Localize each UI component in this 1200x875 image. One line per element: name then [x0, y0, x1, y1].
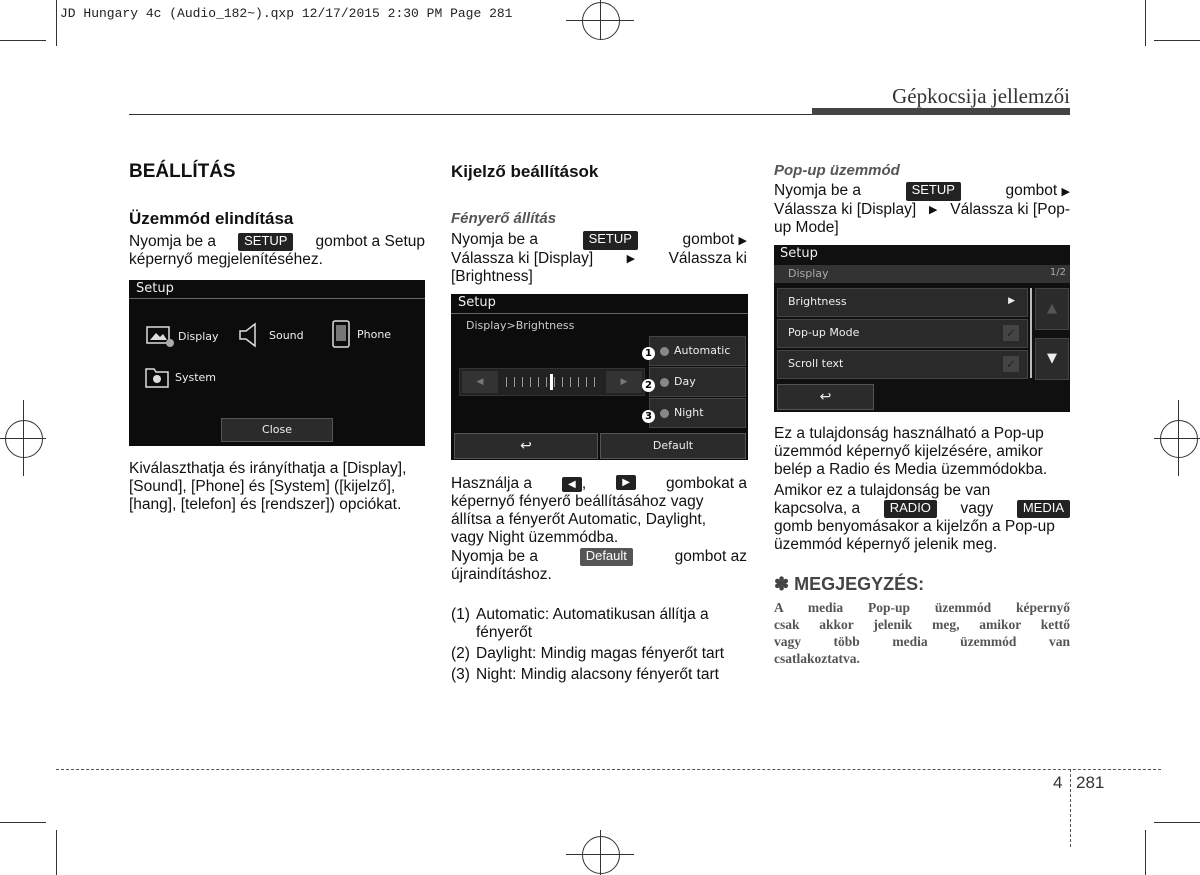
footer-divider: [1070, 769, 1071, 847]
crop-mark: [1154, 40, 1200, 41]
scroll-down-button[interactable]: [1035, 338, 1069, 380]
speaker-icon: [237, 322, 261, 348]
system-folder-icon: [145, 366, 169, 388]
crop-mark: [0, 40, 46, 41]
paragraph: Kiválaszthatja és irányíthatja a [Display], [Sound], [Phone] és [System] ([kijelző], [hang], [telefon] és [rendszer]) opciókat.: [129, 460, 407, 513]
back-button[interactable]: [777, 384, 874, 410]
radio-icon: [660, 378, 669, 387]
paragraph: Használja a ◀ , ▶ gombokat a képernyő fényerő beállításához vagy állítsa a fényerőt Automatic, Daylight, vagy Night üzemmódba.: [451, 475, 747, 546]
registration-mark: [1178, 400, 1179, 476]
close-button[interactable]: Close: [221, 418, 333, 442]
right-arrow-icon: ▶: [616, 475, 636, 490]
paragraph: Nyomja be a Default gombot az újraindításhoz.: [451, 548, 747, 583]
page-number: 281: [1076, 773, 1105, 792]
default-button-chip: Default: [580, 548, 633, 566]
list-item: (3) Night: Mindig alacsony fényerőt tart: [451, 666, 719, 683]
option-night[interactable]: Night: [649, 398, 746, 428]
numbered-list: (1) Automatic: Automatikusan állítja a fényerőt (2) Daylight: Mindig magas fényerőt tart (3) Night: Mindig alacsony fényerőt tart: [451, 606, 747, 684]
back-arrow-icon: ↩: [819, 389, 832, 405]
checkbox-icon[interactable]: ✓: [1003, 356, 1019, 372]
radio-icon: [660, 409, 669, 418]
default-button[interactable]: Default: [600, 433, 746, 459]
setting-row-scroll-text[interactable]: Scroll text ✓: [777, 350, 1028, 379]
down-arrow-icon: ▼: [1047, 351, 1057, 366]
back-arrow-icon: ↩: [520, 438, 532, 454]
divider: [129, 298, 425, 299]
scroll-up-button[interactable]: [1035, 288, 1069, 330]
crop-mark: [56, 830, 57, 875]
crop-mark: [56, 0, 57, 46]
paragraph: Nyomja be a SETUP gombot a Setup képernyő megjelenítéséhez.: [129, 233, 425, 268]
popup-mode-screen: [774, 245, 1070, 412]
print-header: JD Hungary 4c (Audio_182~).qxp 12/17/2015 2:30 PM Page 281: [60, 6, 513, 21]
up-arrow-icon: ▲: [1047, 301, 1057, 316]
brightness-screen: [451, 294, 748, 460]
callout-marker: 1: [642, 347, 655, 360]
media-button-chip: MEDIA: [1017, 500, 1070, 518]
registration-mark: [600, 830, 601, 875]
section-heading: BEÁLLÍTÁS: [129, 161, 236, 182]
back-button[interactable]: [454, 433, 598, 459]
increase-arrow-icon[interactable]: ▶: [606, 371, 642, 393]
registration-mark: [23, 400, 24, 476]
divider: [451, 313, 748, 314]
menu-item-phone[interactable]: Phone: [331, 320, 391, 348]
menu-item-system[interactable]: System: [145, 366, 216, 388]
registration-mark: [1160, 420, 1198, 458]
radio-button-chip: RADIO: [884, 500, 937, 518]
setup-button-chip: SETUP: [238, 233, 293, 251]
left-arrow-icon: ◀: [562, 477, 582, 492]
display-icon: [145, 324, 175, 348]
subsection-heading: Üzemmód elindítása: [129, 209, 294, 228]
breadcrumb: Display>Brightness: [466, 319, 575, 332]
registration-mark: [600, 0, 601, 40]
registration-mark: [5, 420, 43, 458]
crop-mark: [1145, 830, 1146, 875]
radio-icon: [660, 347, 669, 356]
decrease-arrow-icon[interactable]: ◀: [462, 371, 498, 393]
option-automatic[interactable]: Automatic: [649, 336, 746, 366]
list-item: (2) Daylight: Mindig magas fényerőt tart: [451, 645, 725, 662]
crop-mark: [1154, 822, 1200, 823]
brightness-slider[interactable]: [459, 368, 645, 396]
registration-mark: [582, 2, 620, 40]
note-heading: ✽ MEGJEGYZÉS:: [774, 574, 925, 594]
chevron-right-icon: ▶: [1008, 296, 1015, 306]
setting-row-popup-mode[interactable]: Pop-up Mode ✓: [777, 319, 1028, 348]
screen-title: Setup: [458, 295, 496, 310]
option-day[interactable]: Day: [649, 367, 746, 397]
phone-icon: [331, 320, 351, 348]
setup-button-chip: SETUP: [906, 182, 961, 201]
running-title: Gépkocsija jellemzői: [892, 84, 1070, 108]
callout-marker: 3: [642, 410, 655, 423]
scrollbar[interactable]: [1030, 288, 1032, 378]
section-bar: Display 1/2: [774, 265, 1070, 283]
setting-row-brightness[interactable]: Brightness ▶: [777, 288, 1028, 317]
crop-mark: [0, 822, 46, 823]
menu-item-sound[interactable]: Sound: [237, 322, 304, 348]
subsection-heading: Pop-up üzemmód: [774, 162, 900, 179]
paragraph: Nyomja be a SETUP gombot ▶ Válassza ki [Display] ▶ Válassza ki [Brightness]: [451, 231, 747, 285]
crop-mark: [1145, 0, 1146, 46]
paragraph: Nyomja be a SETUP gombot ▶ Válassza ki [Display] ▶ Válassza ki [Pop- up Mode]: [774, 182, 1070, 236]
slider-thumb[interactable]: [550, 374, 553, 390]
registration-mark: [1154, 438, 1200, 439]
callout-marker: 2: [642, 379, 655, 392]
screen-title: Setup: [780, 246, 818, 261]
paragraph: Ez a tulajdonság használható a Pop-up üzemmód képernyő kijelzésére, amikor belép a Radio és Media üzemmódokba.: [774, 425, 1048, 478]
subsection-heading: Fényerő állítás: [451, 210, 557, 227]
note-text: A media Pop-up üzemmód képernyő csak akkor jelenik meg, amikor kettő vagy több media üzemmód van csatlakoztatva.: [774, 600, 1070, 666]
registration-mark: [582, 836, 620, 874]
screen-title: Setup: [136, 281, 174, 296]
header-bar: [812, 108, 1070, 115]
setup-button-chip: SETUP: [583, 231, 638, 250]
paragraph: Amikor ez a tulajdonság be van kapcsolva, a RADIO vagy MEDIA gomb benyomásakor a kijelzőn a Pop-up üzemmód képernyő jelenik meg.: [774, 482, 1070, 554]
list-item: (1) Automatic: Automatikusan állítja a: [451, 606, 709, 623]
checkbox-icon[interactable]: ✓: [1003, 325, 1019, 341]
menu-item-display[interactable]: Display: [145, 324, 219, 348]
setup-screen: [129, 280, 425, 446]
section-heading: Kijelző beállítások: [451, 162, 599, 181]
footer-rule: [56, 769, 1161, 770]
chapter-number: 4: [1053, 773, 1063, 792]
